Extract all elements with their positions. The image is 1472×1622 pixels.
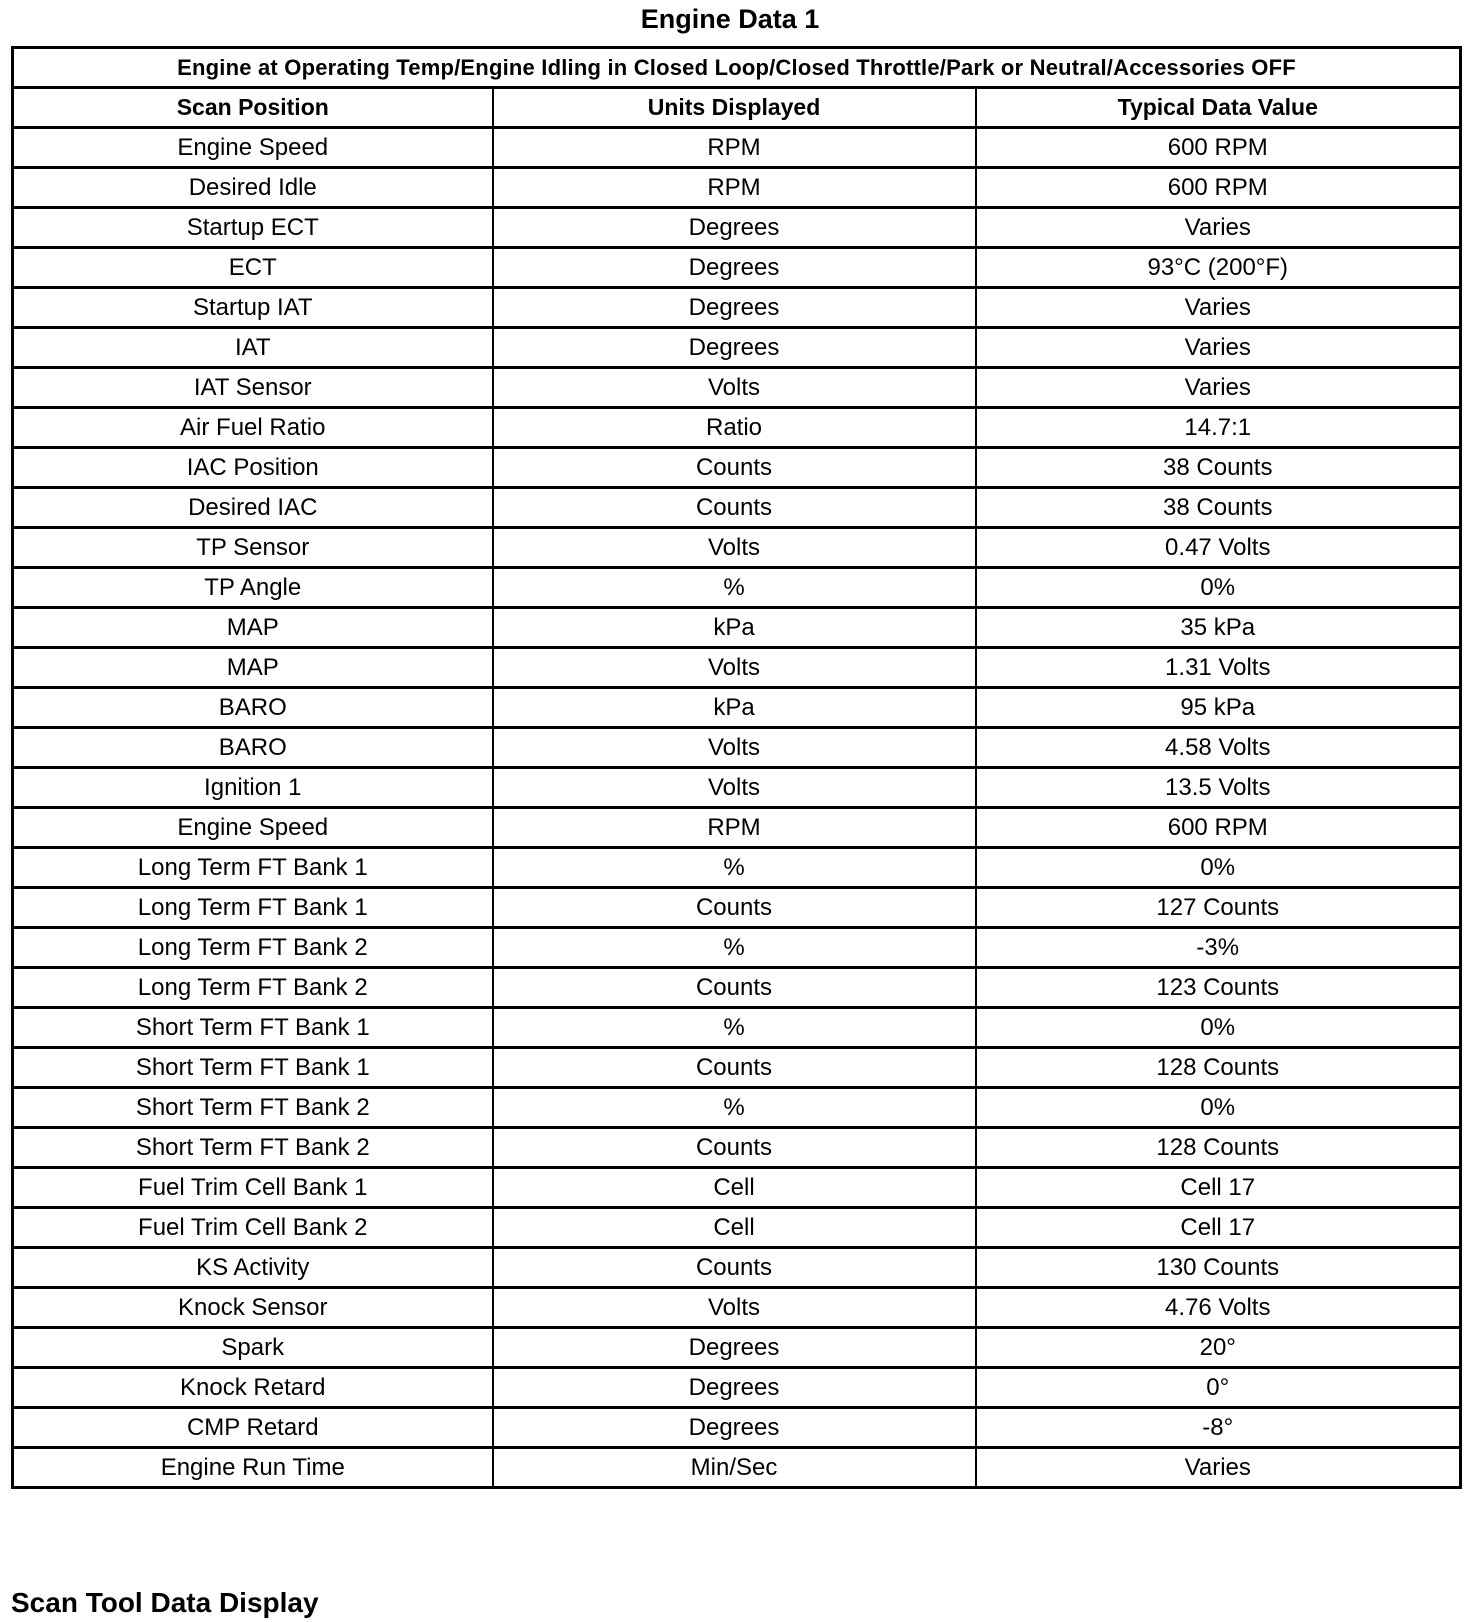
scan-position-cell: Short Term FT Bank 1	[13, 1048, 493, 1088]
table-row	[13, 208, 1461, 248]
units-displayed-cell: RPM	[493, 808, 976, 848]
table-row	[13, 448, 1461, 488]
typical-value-cell: 0%	[976, 568, 1461, 608]
units-displayed-cell: Degrees	[493, 1328, 976, 1368]
units-displayed-cell: %	[493, 928, 976, 968]
scan-position-cell: Short Term FT Bank 1	[13, 1008, 493, 1048]
typical-value-cell: 0%	[976, 1008, 1461, 1048]
typical-value-cell: 20°	[976, 1328, 1461, 1368]
header-row	[13, 88, 1461, 128]
scan-position-cell: Long Term FT Bank 1	[13, 888, 493, 928]
units-displayed-cell: Counts	[493, 1048, 976, 1088]
table-row	[13, 408, 1461, 448]
table-body	[13, 128, 1461, 1488]
scan-position-cell: Fuel Trim Cell Bank 1	[13, 1168, 493, 1208]
typical-value-cell: 130 Counts	[976, 1248, 1461, 1288]
table-row	[13, 568, 1461, 608]
table-row	[13, 608, 1461, 648]
typical-value-cell: 4.76 Volts	[976, 1288, 1461, 1328]
typical-value-cell: -8°	[976, 1408, 1461, 1448]
units-displayed-cell: Counts	[493, 488, 976, 528]
table-row	[13, 688, 1461, 728]
typical-value-cell: 123 Counts	[976, 968, 1461, 1008]
units-displayed-cell: %	[493, 848, 976, 888]
typical-value-cell: Varies	[976, 368, 1461, 408]
scan-position-cell: Spark	[13, 1328, 493, 1368]
scan-position-cell: Short Term FT Bank 2	[13, 1088, 493, 1128]
scan-position-cell: Long Term FT Bank 2	[13, 968, 493, 1008]
scan-position-cell: Desired Idle	[13, 168, 493, 208]
typical-value-cell: Cell 17	[976, 1168, 1461, 1208]
table-row	[13, 808, 1461, 848]
table-row	[13, 1408, 1461, 1448]
scan-position-cell: MAP	[13, 648, 493, 688]
typical-value-cell: -3%	[976, 928, 1461, 968]
scan-position-cell: BARO	[13, 688, 493, 728]
table-row	[13, 648, 1461, 688]
table-row	[13, 968, 1461, 1008]
typical-value-cell: Varies	[976, 208, 1461, 248]
typical-value-cell: Varies	[976, 1448, 1461, 1488]
units-displayed-cell: Volts	[493, 528, 976, 568]
table-row	[13, 1208, 1461, 1248]
table-row	[13, 1048, 1461, 1088]
typical-value-cell: 0%	[976, 848, 1461, 888]
scan-position-cell: Long Term FT Bank 1	[13, 848, 493, 888]
units-displayed-cell: kPa	[493, 608, 976, 648]
scan-position-cell: IAT	[13, 328, 493, 368]
typical-value-cell: 38 Counts	[976, 488, 1461, 528]
condition-text: Engine at Operating Temp/Engine Idling in Closed Loop/Closed Throttle/Park or Neutral/Accessories OFF	[13, 48, 1461, 88]
units-displayed-cell: RPM	[493, 128, 976, 168]
units-displayed-cell: Counts	[493, 968, 976, 1008]
units-displayed-cell: Min/Sec	[493, 1448, 976, 1488]
typical-value-cell: Varies	[976, 288, 1461, 328]
units-displayed-cell: %	[493, 1088, 976, 1128]
scan-position-cell: IAT Sensor	[13, 368, 493, 408]
table-row	[13, 1128, 1461, 1168]
table-row	[13, 1008, 1461, 1048]
typical-value-cell: 35 kPa	[976, 608, 1461, 648]
scan-position-cell: Long Term FT Bank 2	[13, 928, 493, 968]
scan-position-cell: MAP	[13, 608, 493, 648]
scan-position-cell: TP Sensor	[13, 528, 493, 568]
units-displayed-cell: RPM	[493, 168, 976, 208]
table-row	[13, 768, 1461, 808]
typical-value-cell: Cell 17	[976, 1208, 1461, 1248]
typical-value-cell: 95 kPa	[976, 688, 1461, 728]
table-row	[13, 168, 1461, 208]
typical-value-cell: 127 Counts	[976, 888, 1461, 928]
typical-value-cell: 0°	[976, 1368, 1461, 1408]
typical-value-cell: 4.58 Volts	[976, 728, 1461, 768]
footer-caption: Scan Tool Data Display	[11, 1587, 319, 1618]
units-displayed-cell: Volts	[493, 648, 976, 688]
units-displayed-cell: Counts	[493, 1248, 976, 1288]
scan-position-cell: Startup IAT	[13, 288, 493, 328]
units-displayed-cell: Cell	[493, 1168, 976, 1208]
table-row	[13, 368, 1461, 408]
scan-position-cell: BARO	[13, 728, 493, 768]
table-row	[13, 328, 1461, 368]
table-row	[13, 888, 1461, 928]
units-displayed-cell: Degrees	[493, 248, 976, 288]
scan-position-cell: Engine Speed	[13, 128, 493, 168]
units-displayed-cell: %	[493, 568, 976, 608]
typical-value-cell: 600 RPM	[976, 128, 1461, 168]
header-units-displayed: Units Displayed	[493, 88, 976, 128]
scan-position-cell: TP Angle	[13, 568, 493, 608]
units-displayed-cell: Volts	[493, 728, 976, 768]
header-typical-data-value: Typical Data Value	[976, 88, 1461, 128]
typical-value-cell: 128 Counts	[976, 1048, 1461, 1088]
typical-value-cell: 0.47 Volts	[976, 528, 1461, 568]
scan-position-cell: Fuel Trim Cell Bank 2	[13, 1208, 493, 1248]
table-row	[13, 1248, 1461, 1288]
scan-position-cell: Knock Retard	[13, 1368, 493, 1408]
table-row	[13, 488, 1461, 528]
table-row	[13, 728, 1461, 768]
typical-value-cell: 93°C (200°F)	[976, 248, 1461, 288]
typical-value-cell: 38 Counts	[976, 448, 1461, 488]
typical-value-cell: 0%	[976, 1088, 1461, 1128]
typical-value-cell: 14.7:1	[976, 408, 1461, 448]
units-displayed-cell: Degrees	[493, 1368, 976, 1408]
scan-position-cell: Air Fuel Ratio	[13, 408, 493, 448]
page-title: Engine Data 1	[640, 4, 820, 34]
scan-position-cell: KS Activity	[13, 1248, 493, 1288]
units-displayed-cell: Degrees	[493, 328, 976, 368]
units-displayed-cell: Cell	[493, 1208, 976, 1248]
header-scan-position: Scan Position	[13, 88, 493, 128]
table-row	[13, 248, 1461, 288]
table-row	[13, 528, 1461, 568]
table-row	[13, 848, 1461, 888]
units-displayed-cell: Volts	[493, 1288, 976, 1328]
typical-value-cell: 128 Counts	[976, 1128, 1461, 1168]
units-displayed-cell: Counts	[493, 888, 976, 928]
scan-position-cell: Ignition 1	[13, 768, 493, 808]
table-row	[13, 288, 1461, 328]
scan-position-cell: Engine Speed	[13, 808, 493, 848]
table-row	[13, 128, 1461, 168]
table-row	[13, 1368, 1461, 1408]
scan-position-cell: IAC Position	[13, 448, 493, 488]
units-displayed-cell: Degrees	[493, 208, 976, 248]
typical-value-cell: 13.5 Volts	[976, 768, 1461, 808]
scan-position-cell: ECT	[13, 248, 493, 288]
units-displayed-cell: kPa	[493, 688, 976, 728]
table-row	[13, 928, 1461, 968]
scan-position-cell: Startup ECT	[13, 208, 493, 248]
typical-value-cell: Varies	[976, 328, 1461, 368]
typical-value-cell: 600 RPM	[976, 168, 1461, 208]
units-displayed-cell: Counts	[493, 448, 976, 488]
engine-data-table	[11, 46, 1462, 1489]
scan-position-cell: Engine Run Time	[13, 1448, 493, 1488]
units-displayed-cell: Counts	[493, 1128, 976, 1168]
table-row	[13, 1328, 1461, 1368]
table-row	[13, 1448, 1461, 1488]
table-row	[13, 1288, 1461, 1328]
scan-position-cell: Short Term FT Bank 2	[13, 1128, 493, 1168]
typical-value-cell: 600 RPM	[976, 808, 1461, 848]
units-displayed-cell: Degrees	[493, 1408, 976, 1448]
scan-position-cell: Knock Sensor	[13, 1288, 493, 1328]
units-displayed-cell: Ratio	[493, 408, 976, 448]
units-displayed-cell: Volts	[493, 768, 976, 808]
units-displayed-cell: Volts	[493, 368, 976, 408]
scan-position-cell: CMP Retard	[13, 1408, 493, 1448]
scan-position-cell: Desired IAC	[13, 488, 493, 528]
typical-value-cell: 1.31 Volts	[976, 648, 1461, 688]
table-row	[13, 1168, 1461, 1208]
units-displayed-cell: %	[493, 1008, 976, 1048]
condition-row	[13, 48, 1461, 88]
units-displayed-cell: Degrees	[493, 288, 976, 328]
table-row	[13, 1088, 1461, 1128]
